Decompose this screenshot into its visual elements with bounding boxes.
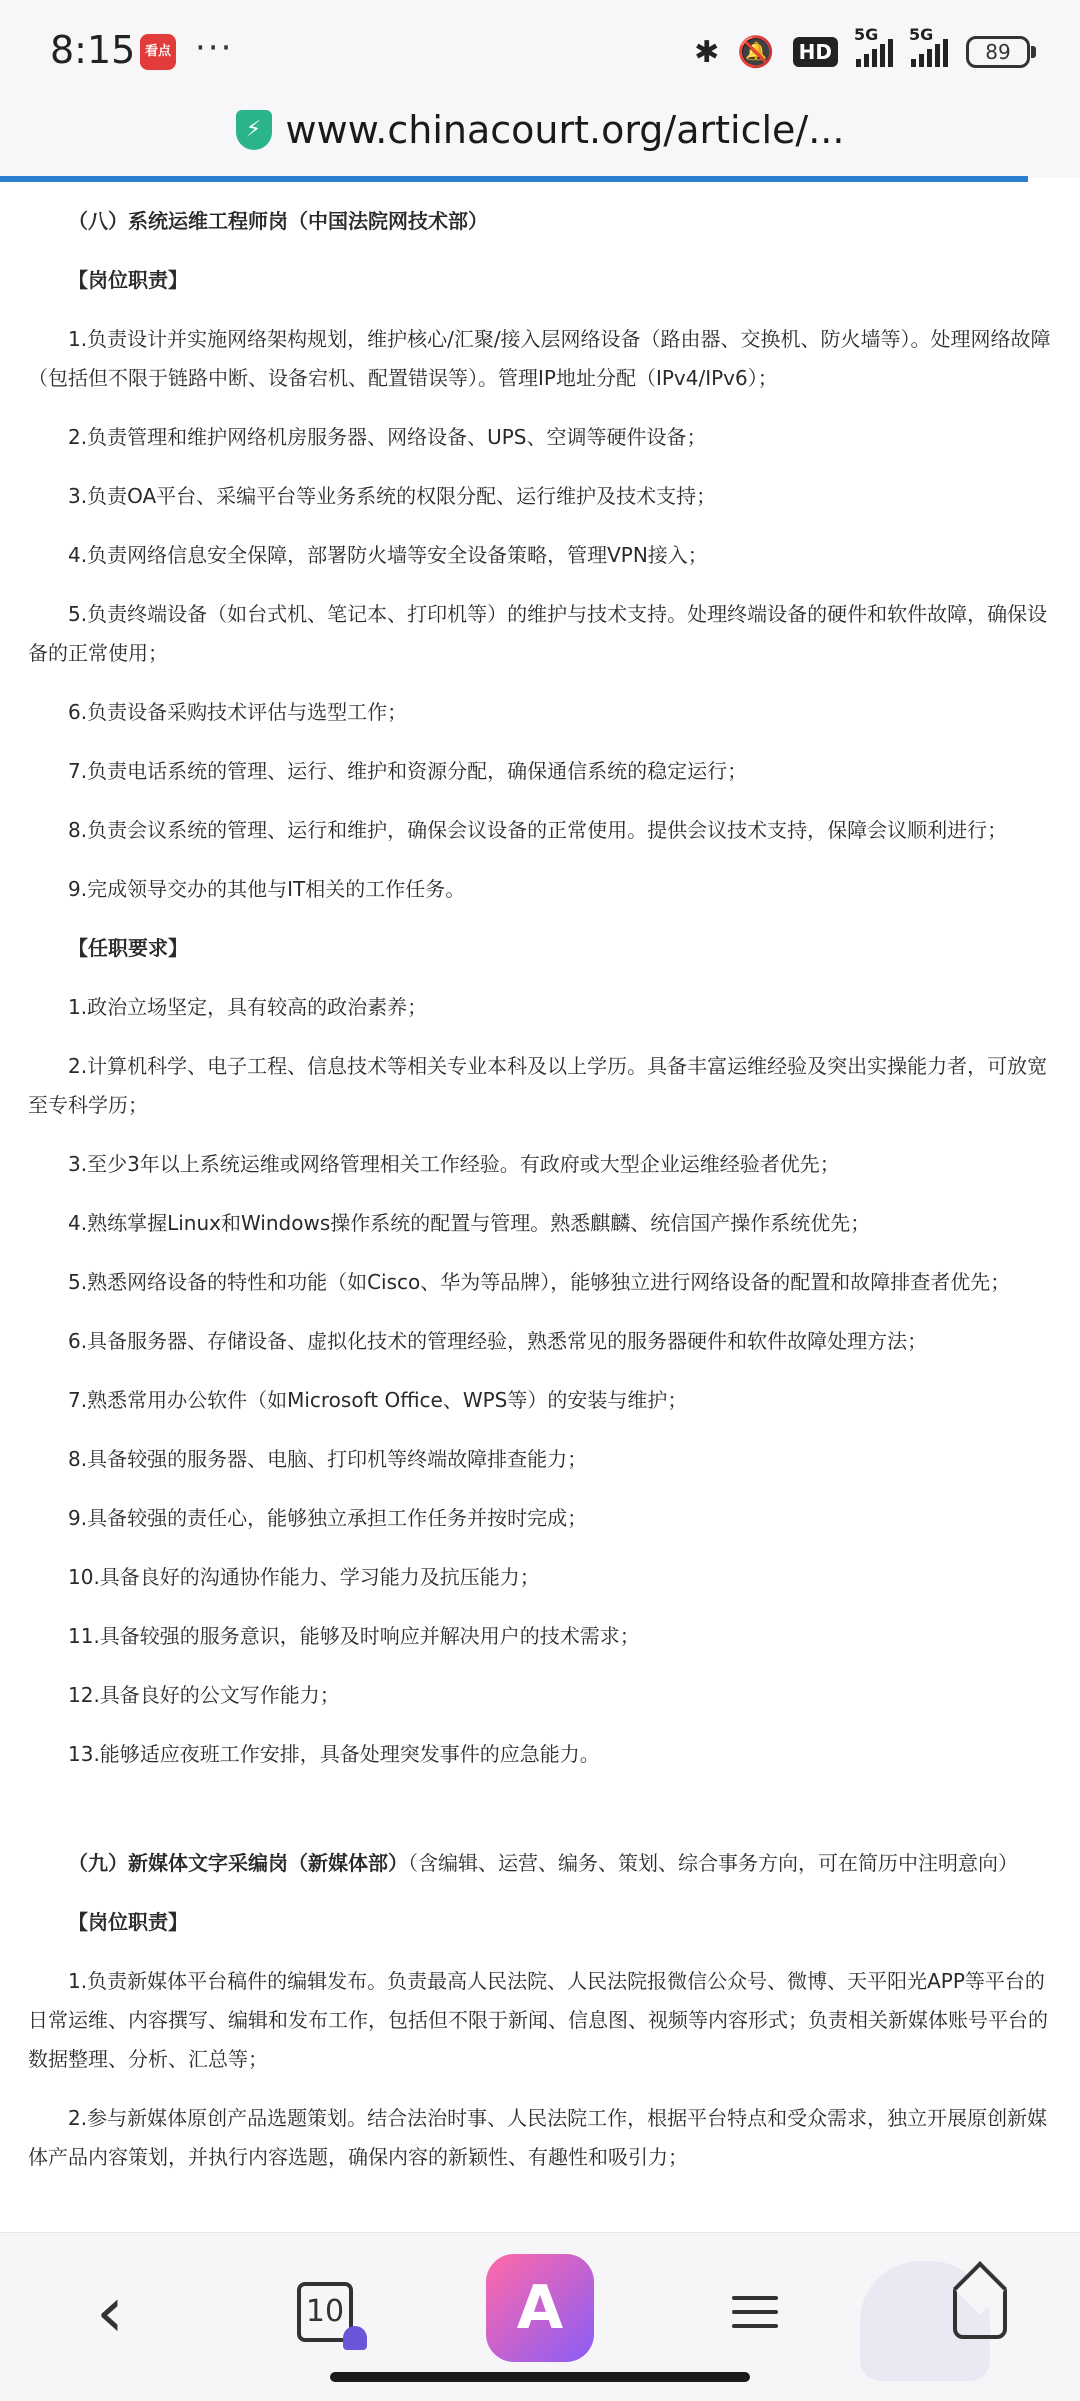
list-item: 6.负责设备采购技术评估与选型工作； <box>68 700 408 724</box>
list-item: 12.具备良好的公文写作能力； <box>68 1683 340 1707</box>
article-content[interactable] <box>0 182 1080 2232</box>
list-item: 4.熟练掌握Linux和Windows操作系统的配置与管理。熟悉麒麟、统信国产操作系统优先； <box>68 1211 871 1235</box>
requirement-header: 【任职要求】 <box>68 936 188 960</box>
battery-icon: 89 <box>966 36 1030 68</box>
section-title <box>0 1844 1080 1883</box>
network-type-label: 5G <box>909 25 934 44</box>
list-item: 9.完成领导交办的其他与IT相关的工作任务。 <box>68 877 466 901</box>
secure-shield-icon[interactable]: ⚡ <box>236 110 272 150</box>
list-item: 9.具备较强的责任心，能够独立承担工作任务并按时完成； <box>68 1506 588 1530</box>
list-item: 10.具备良好的沟通协作能力、学习能力及抗压能力； <box>68 1565 540 1589</box>
home-icon <box>953 2285 1007 2339</box>
status-bar <box>0 0 1080 100</box>
clock: 8:15 <box>50 28 136 72</box>
tab-count: 10 <box>305 2294 345 2329</box>
section-note: （含编辑、运营、编务、策划、综合事务方向，可在简历中注明意向） <box>408 1851 1018 1875</box>
more-notifications-icon: ··· <box>195 28 234 68</box>
mute-icon: 🔕 <box>737 34 775 70</box>
status-icons <box>694 25 1030 74</box>
app-notification-icon: 看点 <box>140 34 176 70</box>
list-item: 4.负责网络信息安全保障，部署防火墙等安全设备策略，管理VPN接入； <box>68 543 708 567</box>
signal-icon-2 <box>909 25 948 67</box>
network-type-label: 5G <box>854 25 879 44</box>
list-item: 2.计算机科学、电子工程、信息技术等相关专业本科及以上学历。具备丰富运维经验及突出实操能力者，可放宽至专科学历； <box>28 1054 1048 1117</box>
ghost-icon <box>343 2326 367 2350</box>
bluetooth-icon: ✱ <box>694 34 720 70</box>
ai-assistant-button[interactable]: A <box>486 2254 594 2362</box>
list-item: 3.至少3年以上系统运维或网络管理相关工作经验。有政府或大型企业运维经验者优先； <box>68 1152 840 1176</box>
list-item: 1.负责设计并实施网络架构规划，维护核心/汇聚/接入层网络设备（路由器、交换机、防火墙等）。处理网络故障（包括但不限于链路中断、设备宕机、配置错误等）。管理IP地址分配（IPv4/IPv6）； <box>28 327 1051 390</box>
url-text[interactable]: www.chinacourt.org/article/... <box>285 108 845 152</box>
list-item: 13.能够适应夜班工作安排，具备处理突发事件的应急能力。 <box>68 1742 600 1766</box>
list-item: 1.负责新媒体平台稿件的编辑发布。负责最高人民法院、人民法院报微信公众号、微博、天平阳光APP等平台的日常运维、内容撰写、编辑和发布工作，包括但不限于新闻、信息图、视频等内容形式；负责相关新媒体账号平台的数据整理、分析、汇总等； <box>28 1969 1048 2071</box>
signal-icon-1 <box>854 25 893 67</box>
list-item: 7.熟悉常用办公软件（如Microsoft Office、WPS等）的安装与维护； <box>68 1388 688 1412</box>
home-button[interactable] <box>940 2257 1020 2367</box>
address-bar[interactable] <box>0 100 1080 178</box>
menu-icon <box>732 2286 778 2338</box>
tabs-icon <box>297 2282 353 2342</box>
gesture-bar[interactable] <box>330 2372 750 2382</box>
list-item: 5.负责终端设备（如台式机、笔记本、打印机等）的维护与技术支持。处理终端设备的硬件和软件故障，确保设备的正常使用； <box>28 602 1048 665</box>
list-item: 2.负责管理和维护网络机房服务器、网络设备、UPS、空调等硬件设备； <box>68 425 707 449</box>
hd-voice-icon: HD <box>793 37 838 67</box>
list-item: 8.具备较强的服务器、电脑、打印机等终端故障排查能力； <box>68 1447 588 1471</box>
section-title-text: （九）新媒体文字采编岗（新媒体部） <box>68 1851 408 1875</box>
list-item: 1.政治立场坚定，具有较高的政治素养； <box>68 995 428 1019</box>
list-item: 8.负责会议系统的管理、运行和维护，确保会议设备的正常使用。提供会议技术支持，保障会议顺利进行； <box>68 818 1008 842</box>
list-item: 11.具备较强的服务意识，能够及时响应并解决用户的技术需求； <box>68 1624 640 1648</box>
menu-button[interactable] <box>720 2257 790 2367</box>
list-item: 2.参与新媒体原创产品选题策划。结合法治时事、人民法院工作，根据平台特点和受众需求，独立开展原创新媒体产品内容策划，并执行内容选题，确保内容的新颖性、有趣性和吸引力； <box>28 2106 1048 2169</box>
list-item: 7.负责电话系统的管理、运行、维护和资源分配，确保通信系统的稳定运行； <box>68 759 748 783</box>
tabs-button[interactable] <box>290 2257 360 2367</box>
duty-header: 【岗位职责】 <box>68 1910 188 1934</box>
back-button[interactable] <box>70 2257 150 2367</box>
list-item: 3.负责OA平台、采编平台等业务系统的权限分配、运行维护及技术支持； <box>68 484 717 508</box>
chevron-left-icon: ‹ <box>96 2271 124 2353</box>
list-item: 5.熟悉网络设备的特性和功能（如Cisco、华为等品牌），能够独立进行网络设备的配置和故障排查者优先； <box>68 1270 1011 1294</box>
list-item: 6.具备服务器、存储设备、虚拟化技术的管理经验，熟悉常见的服务器硬件和软件故障处理方法； <box>68 1329 928 1353</box>
duty-header: 【岗位职责】 <box>68 268 188 292</box>
section-title: （八）系统运维工程师岗（中国法院网技术部） <box>68 209 488 233</box>
